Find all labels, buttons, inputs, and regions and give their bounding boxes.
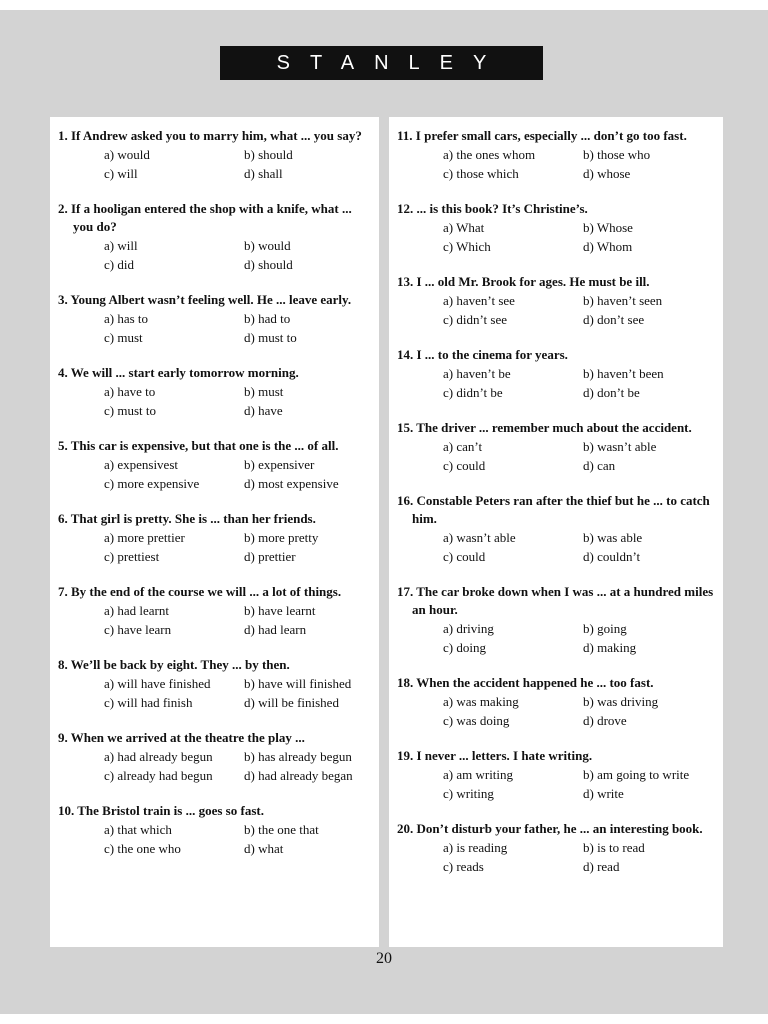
option-b: b) should (244, 147, 293, 162)
option-b: b) must (244, 384, 284, 399)
option-c: c) must to (104, 403, 156, 418)
question-options (443, 218, 717, 256)
question-7 (58, 583, 373, 639)
option-a: a) that which (104, 822, 172, 837)
question-options (104, 747, 373, 785)
option-b: b) have will finished (244, 676, 352, 691)
header-banner (220, 46, 543, 80)
page-number: 20 (376, 950, 392, 967)
option-a: a) will have finished (104, 676, 211, 691)
option-a: a) was making (443, 694, 519, 709)
option-d: d) Whom (583, 239, 633, 254)
option-d: d) don’t see (583, 312, 645, 327)
option-b: b) wasn’t able (583, 439, 657, 454)
question-options (104, 236, 373, 274)
question-options (104, 382, 373, 420)
option-d: d) can (583, 458, 616, 473)
question-2 (58, 200, 373, 274)
question-18 (397, 674, 717, 730)
option-a: a) am writing (443, 767, 514, 782)
option-c: c) will had finish (104, 695, 193, 710)
option-a: a) will (104, 238, 138, 253)
question-stem: 17. The car broke down when I was ... at a hundred miles an hour. (397, 584, 714, 617)
option-d: d) should (244, 257, 293, 272)
question-4 (58, 364, 373, 420)
option-a: a) has to (104, 311, 149, 326)
question-19 (397, 747, 717, 803)
option-a: a) haven’t see (443, 293, 515, 308)
question-options (443, 619, 717, 657)
option-a: a) can’t (443, 439, 483, 454)
option-a: a) the ones whom (443, 147, 536, 162)
option-c: c) could (443, 549, 486, 564)
option-a: a) would (104, 147, 150, 162)
question-14 (397, 346, 717, 402)
option-c: c) reads (443, 859, 484, 874)
option-d: d) write (583, 786, 624, 801)
option-b: b) have learnt (244, 603, 316, 618)
question-stem: 13. I ... old Mr. Brook for ages. He must be ill. (397, 274, 650, 289)
question-stem: 20. Don’t disturb your father, he ... an interesting book. (397, 821, 703, 836)
question-6 (58, 510, 373, 566)
option-a: a) had already begun (104, 749, 213, 764)
question-stem: 11. I prefer small cars, especially ... don’t go too fast. (397, 128, 687, 143)
option-d: d) will be finished (244, 695, 339, 710)
question-stem: 4. We will ... start early tomorrow morning. (58, 365, 299, 380)
option-d: d) prettier (244, 549, 296, 564)
question-stem: 2. If a hooligan entered the shop with a knife, what ... you do? (58, 201, 352, 234)
question-stem: 6. That girl is pretty. She is ... than her friends. (58, 511, 316, 526)
question-options (104, 528, 373, 566)
question-stem: 8. We’ll be back by eight. They ... by then. (58, 657, 290, 672)
option-d: d) making (583, 640, 637, 655)
question-stem: 3. Young Albert wasn’t feeling well. He ... leave early. (58, 292, 352, 307)
question-stem: 5. This car is expensive, but that one is the ... of all. (58, 438, 339, 453)
option-a: a) haven’t be (443, 366, 511, 381)
option-a: a) more prettier (104, 530, 185, 545)
option-a: a) had learnt (104, 603, 169, 618)
option-b: b) more pretty (244, 530, 319, 545)
page-background (0, 10, 768, 1014)
option-d: d) have (244, 403, 283, 418)
option-b: b) expensiver (244, 457, 315, 472)
option-c: c) Which (443, 239, 491, 254)
option-c: c) prettiest (104, 549, 160, 564)
question-stem: 1. If Andrew asked you to marry him, what ... you say? (58, 128, 362, 143)
question-options (443, 145, 717, 183)
option-c: c) writing (443, 786, 494, 801)
question-options (443, 838, 717, 876)
question-options (104, 820, 373, 858)
question-options (443, 765, 717, 803)
option-b: b) haven’t been (583, 366, 664, 381)
option-c: c) will (104, 166, 138, 181)
option-c: c) those which (443, 166, 519, 181)
option-d: d) must to (244, 330, 297, 345)
option-a: a) have to (104, 384, 156, 399)
question-options (104, 455, 373, 493)
option-b: b) had to (244, 311, 291, 326)
question-stem: 9. When we arrived at the theatre the play ... (58, 730, 305, 745)
question-3 (58, 291, 373, 347)
question-10 (58, 802, 373, 858)
question-1 (58, 127, 373, 183)
option-b: b) has already begun (244, 749, 352, 764)
question-15 (397, 419, 717, 475)
option-c: c) didn’t see (443, 312, 508, 327)
question-options (104, 674, 373, 712)
question-stem: 18. When the accident happened he ... too fast. (397, 675, 654, 690)
question-options (443, 528, 717, 566)
question-options (443, 437, 717, 475)
option-b: b) Whose (583, 220, 633, 235)
option-b: b) going (583, 621, 627, 636)
header-title: STANLEY (276, 51, 507, 74)
option-c: c) more expensive (104, 476, 200, 491)
question-8 (58, 656, 373, 712)
option-a: a) What (443, 220, 485, 235)
question-5 (58, 437, 373, 493)
question-stem: 15. The driver ... remember much about the accident. (397, 420, 692, 435)
option-b: b) would (244, 238, 291, 253)
question-options (104, 601, 373, 639)
question-stem: 10. The Bristol train is ... goes so fast. (58, 803, 264, 818)
option-a: a) driving (443, 621, 494, 636)
question-stem: 12. ... is this book? It’s Christine’s. (397, 201, 588, 216)
left-question-column (50, 117, 379, 947)
option-c: c) doing (443, 640, 486, 655)
option-b: b) is to read (583, 840, 645, 855)
option-d: d) whose (583, 166, 631, 181)
question-12 (397, 200, 717, 256)
option-d: d) most expensive (244, 476, 339, 491)
question-options (443, 291, 717, 329)
option-c: c) was doing (443, 713, 510, 728)
question-stem: 19. I never ... letters. I hate writing. (397, 748, 593, 763)
question-9 (58, 729, 373, 785)
option-a: a) wasn’t able (443, 530, 516, 545)
option-d: d) don’t be (583, 385, 640, 400)
question-16 (397, 492, 717, 566)
question-stem: 14. I ... to the cinema for years. (397, 347, 568, 362)
option-c: c) must (104, 330, 143, 345)
option-d: d) drove (583, 713, 627, 728)
option-a: a) expensivest (104, 457, 179, 472)
option-c: c) have learn (104, 622, 172, 637)
option-c: c) did (104, 257, 134, 272)
option-b: b) am going to write (583, 767, 690, 782)
option-b: b) haven’t seen (583, 293, 663, 308)
question-stem: 7. By the end of the course we will ... a lot of things. (58, 584, 342, 599)
option-d: d) had learn (244, 622, 307, 637)
question-options (104, 145, 373, 183)
option-d: d) read (583, 859, 620, 874)
option-d: d) shall (244, 166, 283, 181)
question-options (443, 692, 717, 730)
question-13 (397, 273, 717, 329)
option-b: b) the one that (244, 822, 319, 837)
right-question-column (389, 117, 723, 947)
question-stem: 16. Constable Peters ran after the thief but he ... to catch him. (397, 493, 710, 526)
option-c: c) already had begun (104, 768, 213, 783)
question-options (104, 309, 373, 347)
option-b: b) was able (583, 530, 643, 545)
question-options (443, 364, 717, 402)
option-b: b) was driving (583, 694, 659, 709)
option-b: b) those who (583, 147, 651, 162)
option-c: c) the one who (104, 841, 181, 856)
question-20 (397, 820, 717, 876)
question-17 (397, 583, 717, 657)
option-d: d) what (244, 841, 284, 856)
question-11 (397, 127, 717, 183)
option-a: a) is reading (443, 840, 508, 855)
option-c: c) could (443, 458, 486, 473)
option-c: c) didn’t be (443, 385, 503, 400)
option-d: d) couldn’t (583, 549, 641, 564)
option-d: d) had already began (244, 768, 353, 783)
